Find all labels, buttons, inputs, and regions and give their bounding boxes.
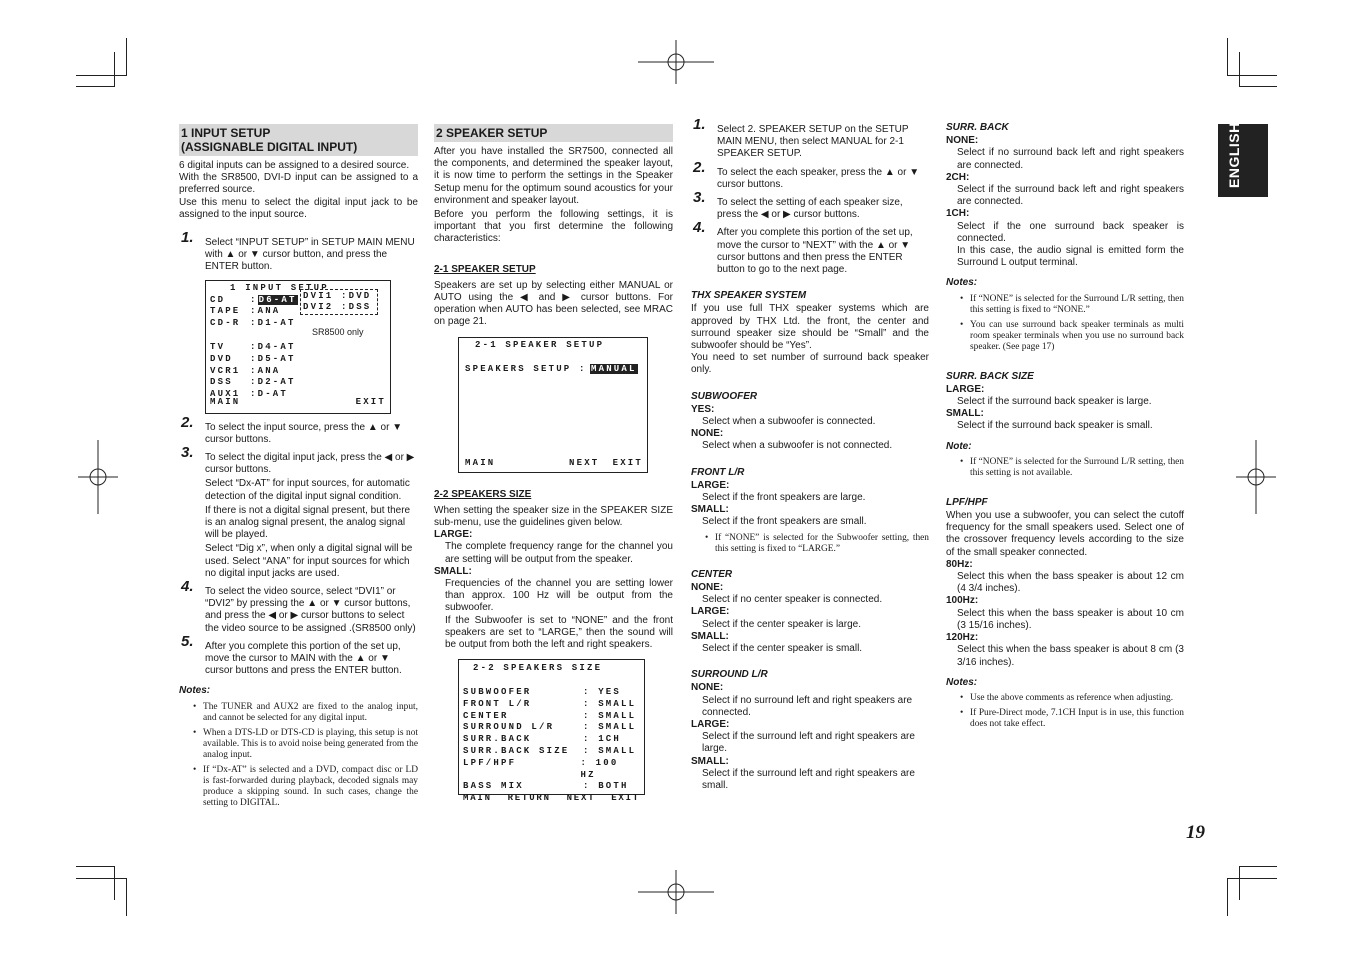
step-2: 2. To select the input source, press the ▲ or ▼ cursor buttons. — [181, 413, 403, 445]
note-item: • You can use surround back speaker terminals as multi room speaker terminals when you use no surround back speaker. (See page 17) — [946, 320, 1184, 353]
step-4: 4. After you complete this portion of the set up, move the cursor to “NEXT” with the ▲ or ▼ cursor buttons and then press the ENTER button to go to the next page. — [693, 219, 913, 276]
step-5: 5. After you complete this portion of the set up, move the cursor to MAIN with the ▲ or ▼ cursor buttons and press the ENTER button. — [181, 632, 402, 677]
notes-heading: Notes: — [179, 685, 211, 697]
registration-mark-right — [1236, 440, 1276, 514]
lpf-hpf-heading: LPF/HPF — [946, 496, 988, 508]
section-heading-input-setup: 1 INPUT SETUP (ASSIGNABLE DIGITAL INPUT) — [179, 124, 418, 156]
step-3: 3. To select the digital input jack, press the ◀ or ▶ cursor buttons. Select “Dx-AT” for input sources, for automatic detection of the digital input signal condition. If there is not a digital signal present, but there is an analog signal present, the analog signal will be played. Select “Dig x”, when only a digital signal will be used. Select “ANA” for input sources for which no digital input jacks are used. — [181, 444, 415, 579]
notes-heading: Notes: — [946, 277, 978, 289]
column-speaker-steps: 1. Select 2. SPEAKER SETUP on the SETUP MAIN MENU, then select MANUAL for 2-1 SPEAKER SETUP. 2. To select the each speaker, press the ▲ or ▼ cursor buttons. 3. To select the setting of each speaker size, press the ◀ or ▶ cursor buttons. 4. After you complete this portion of the set up, move the cursor to “NEXT” with the ▲ or ▼ cursor buttons and then press the ENTER button to go to the next page. THX SPEAKER SYSTEM If you use full THX speaker systems which are approved by THX Ltd. the front, the center and surround speaker size should be “Small” and the subwoofer should be “Yes”. You need to set number of surround back speaker only. SUBWOOFER YES: Select when a subwoofer is connected. NONE: Select when a subwoofer is not connected. FRONT L/R LARGE: Select if the front speakers are large. SMALL: Select if the front speakers are small. • If “NONE” is selected for the Subwoofer setting, then this setting is fixed to “LARGE.” CENTER NONE: Select if no center speaker is connected. LARGE: Select if the center speaker is large. SMALL: Select if the center speaker is small. SURROUND L/R NONE: Select if no surround left and right speakers are connected. LARGE: Select if the surround left and right speakers are large. SMALL: Select if the surround left and right speakers are small. — [691, 122, 929, 792]
surr-back-size-heading: SURR. BACK SIZE — [946, 370, 1034, 382]
page-number: 19 — [1186, 822, 1205, 843]
osd-speakers-size: 2-2 SPEAKERS SIZE SUBWOOFER : YES FRONT L/R : SMALL CENTER : SMALL SURROUND L/R : SMALL SURR.BACK : 1CH SURR.BACK SIZE : SMALL LPF/HPF : 100 HZ BASS MIX : BOTH MAIN RETURN NEXT EXIT — [458, 659, 645, 795]
registration-mark-bottom — [638, 870, 714, 914]
step-4: 4. To select the video source, select “DVI1” or “DVI2” by pressing the ▲ or ▼ cursor buttons, and press the ◀ or ▶ cursor buttons to select the video source to be assigned .(SR8500 only) — [181, 578, 416, 634]
osd-speaker-setup: 2-1 SPEAKER SETUP SPEAKERS SETUP : MANUAL MAIN NEXT EXIT — [458, 337, 648, 473]
intro-text: 6 digital inputs can be assigned to a desired source. — [179, 160, 410, 171]
registration-mark-top — [638, 40, 714, 84]
subheading-2-2: 2-2 SPEAKERS SIZE — [434, 488, 532, 500]
note-item: • If Pure-Direct mode, 7.1CH Input is in use, this function does not take effect. — [946, 708, 1184, 730]
subheading-2-1: 2-1 SPEAKER SETUP — [434, 263, 536, 275]
notes-heading: Notes: — [946, 676, 978, 688]
column-speaker-setup: 2 SPEAKER SETUP After you have installed the SR7500, connected all the components, and determined the speaker layout, it is now time to perform the settings in the Speaker Setup menu for the optimum sound acoustics for your environment and speaker layout. Before you perform the following settings, it is important that you first determine the following characteristics: 2-1 SPEAKER SETUP Speakers are set up by selecting either MANUAL or AUTO using the ◀ and ▶ cursor buttons. For operation when AUTO has been selected, see MRAC on page 21. 2-1 SPEAKER SETUP SPEAKERS SETUP : MANUAL MAIN NEXT EXIT 2-2 SPEAKERS SIZE When setting the speaker size in the SPEAKER SIZE sub-menu, use the guidelines given below. LARGE: The complete frequency range for the channel you are setting will be output from the speaker. SMALL: Frequencies of the channel you are setting lower than approx. 100 Hz will be output from the subwoofer. If the Subwoofer is set to “NONE” and the front speakers are set to “LARGE,” then the sound will be output from both the left and right speakers. 2-2 SPEAKERS SIZE SUBWOOFER : YES FRONT L/R : SMALL CENTER : SMALL SURROUND L/R : SMALL SURR.BACK : 1CH SURR.BACK SIZE : SMALL LPF/HPF : 100 HZ BASS MIX : BOTH MAIN RETURN NEXT EXIT — [434, 126, 673, 804]
osd-input-setup: 1 INPUT SETUP CD :D6-AT TAPE :ANA CD-R :D1-AT TV :D4-AT DVD :D5-AT VCR1 :ANA DSS :D2-AT AUX1 :D-AT DVI1 :DVD DVI2 :DSS SR8500 only MAIN EXIT — [205, 280, 391, 414]
sr8500-note: SR8500 only — [312, 326, 364, 337]
note-item: • Use the above comments as reference when adjusting. — [946, 693, 1184, 704]
step-3: 3. To select the setting of each speaker size, press the ◀ or ▶ cursor buttons. — [693, 189, 903, 221]
registration-mark-left — [78, 440, 118, 514]
step-2: 2. To select the each speaker, press the ▲ or ▼ cursor buttons. — [693, 158, 920, 190]
section-heading-speaker-setup: 2 SPEAKER SETUP — [434, 124, 673, 142]
note-item: • If “Dx-AT” is selected and a DVD, compact disc or LD is fast-forwarded during playback, decoded signals may produce a skipping sound. In such cases, change the setting to DIGITAL. — [179, 765, 418, 809]
language-tab: ENGLISH — [1218, 124, 1268, 197]
center-heading: CENTER — [691, 568, 733, 580]
surround-heading: SURROUND L/R — [691, 669, 768, 681]
step-1: 1. Select “INPUT SETUP” in SETUP MAIN MENU with ▲ or ▼ cursor button, and press the ENTER button. — [181, 229, 415, 273]
column-input-setup — [179, 124, 418, 813]
intro-text: Use this menu to select the digital input jack to be assigned to the input source. — [179, 196, 418, 220]
step-1: 1. Select 2. SPEAKER SETUP on the SETUP MAIN MENU, then select MANUAL for 2-1 SPEAKER SETUP. — [693, 116, 909, 160]
note-item: • If “NONE” is selected for the Surround L/R setting, then this setting is fixed to “NONE.” — [946, 294, 1184, 316]
front-heading: FRONT L/R — [691, 466, 745, 478]
subwoofer-heading: SUBWOOFER — [691, 390, 758, 402]
column-surround-settings: SURR. BACK NONE: Select if no surround back left and right speakers are connected. 2CH: Select if the surround back left and right speakers are connected. 1CH: Select if the one surround back speaker is connected. In this case, the audio signal is emitted form the Surround L output terminal. Notes: • If “NONE” is selected for the Surround L/R setting, then this setting is fixed to “NONE.” • You can use surround back speaker terminals as multi room speaker terminals when you use no surround back speaker. (See page 17) SURR. BACK SIZE LARGE: Select if the surround back speaker is large. SMALL: Select if the surround back speaker is small. Note: • If “NONE” is selected for the Surround L/R setting, then this setting is not available. LPF/HPF When you use a subwoofer, you can select the cutoff frequency for the small speakers used. Select one of the crossover frequency levels according to the size of the small speaker connected. 80Hz: Select this when the bass speaker is about 12 cm (4 3/4 inches). 100Hz: Select this when the bass speaker is about 10 cm (3 15/16 inches). 120Hz: Select this when the bass speaker is about 8 cm (3 3/16 inches). Notes: • Use the above comments as reference when adjusting. • If Pure-Direct mode, 7.1CH Input is in use, this function does not take effect. — [946, 122, 1184, 734]
note-item: • If “NONE” is selected for the Subwoofer setting, then this setting is fixed to “LARGE.” — [691, 533, 929, 555]
intro-text: With the SR8500, DVI-D input can be assigned to a preferred source. — [179, 172, 418, 196]
dvi-box: DVI1 :DVD DVI2 :DSS — [300, 289, 378, 315]
note-item: • If “NONE” is selected for the Surround L/R setting, then this setting is not available. — [946, 457, 1184, 479]
thx-heading: THX SPEAKER SYSTEM — [691, 290, 807, 302]
note-heading: Note: — [946, 440, 972, 452]
note-item: • When a DTS-LD or DTS-CD is playing, this setup is not available. This is to avoid noise being generated from the analog input. — [179, 728, 418, 761]
note-item: • The TUNER and AUX2 are fixed to the analog input, and cannot be selected for any digital input. — [179, 702, 418, 724]
surr-back-heading: SURR. BACK — [946, 122, 1009, 133]
